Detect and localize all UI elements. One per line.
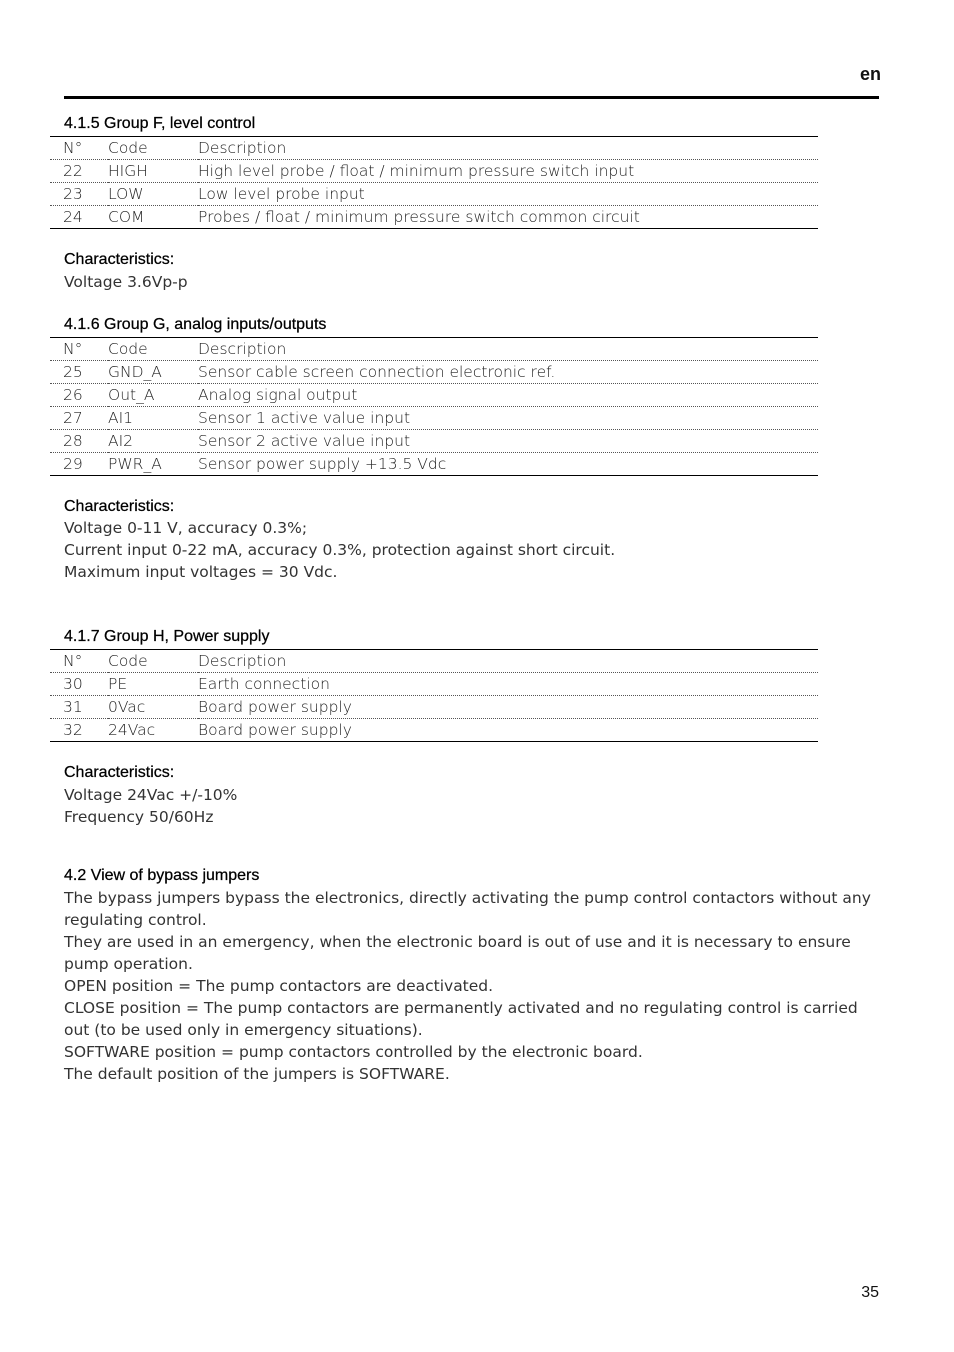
paragraph: The default position of the jumpers is SOFTWARE. bbox=[64, 1065, 450, 1083]
pin-description: Board power supply bbox=[198, 719, 818, 742]
pin-description: High level probe / float / minimum pressure switch input bbox=[198, 160, 818, 183]
pin-description: Probes / float / minimum pressure switch common circuit bbox=[198, 206, 818, 229]
header-rule bbox=[64, 96, 879, 99]
pin-number: 23 bbox=[50, 183, 108, 206]
pin-code: LOW bbox=[108, 183, 198, 206]
pin-description: Sensor 1 active value input bbox=[198, 407, 818, 430]
table-row bbox=[50, 719, 818, 742]
pin-number: 27 bbox=[50, 407, 108, 430]
table-header-row bbox=[50, 338, 818, 361]
paragraph: OPEN position = The pump contactors are deactivated. bbox=[64, 977, 494, 995]
table-group-g bbox=[50, 337, 818, 476]
pin-code: AI2 bbox=[108, 430, 198, 453]
col-header-num: N° bbox=[50, 137, 108, 160]
pin-code: 0Vac bbox=[108, 696, 198, 719]
pin-code: AI1 bbox=[108, 407, 198, 430]
pin-number: 28 bbox=[50, 430, 108, 453]
pin-description: Earth connection bbox=[198, 673, 818, 696]
pin-code: Out_A bbox=[108, 384, 198, 407]
section-title-bypass: 4.2 View of bypass jumpers bbox=[64, 867, 260, 884]
pin-number: 32 bbox=[50, 719, 108, 742]
pin-code: PWR_A bbox=[108, 453, 198, 476]
table-header-row bbox=[50, 650, 818, 673]
pin-description: Sensor 2 active value input bbox=[198, 430, 818, 453]
characteristics-group-f bbox=[64, 271, 874, 293]
col-header-desc: Description bbox=[198, 338, 818, 361]
table-row bbox=[50, 206, 818, 229]
language-code: en bbox=[859, 64, 881, 84]
table-group-h bbox=[50, 649, 818, 742]
characteristic-line: Current input 0-22 mA, accuracy 0.3%, protection against short circuit. bbox=[64, 541, 616, 559]
pin-description: Sensor cable screen connection electronic ref. bbox=[198, 361, 818, 384]
paragraph: CLOSE position = The pump contactors are permanently activated and no regulating control is carried out (to be used only in emergency situations). bbox=[64, 999, 858, 1039]
col-header-num: N° bbox=[50, 650, 108, 673]
table-header-row bbox=[50, 137, 818, 160]
table-row bbox=[50, 183, 818, 206]
paragraph: The bypass jumpers bypass the electronics, directly activating the pump control contactors without any regulating control. bbox=[64, 889, 871, 929]
characteristics-group-h bbox=[64, 784, 874, 828]
paragraph: They are used in an emergency, when the electronic board is out of use and it is necessary to ensure pump operation. bbox=[64, 933, 851, 973]
characteristics-group-g bbox=[64, 517, 874, 583]
pin-code: COM bbox=[108, 206, 198, 229]
table-row bbox=[50, 160, 818, 183]
col-header-desc: Description bbox=[198, 137, 818, 160]
col-header-code: Code bbox=[108, 137, 198, 160]
pin-description: Analog signal output bbox=[198, 384, 818, 407]
characteristics-title-group-g: Characteristics: bbox=[64, 498, 175, 515]
table-row bbox=[50, 696, 818, 719]
pin-description: Low level probe input bbox=[198, 183, 818, 206]
characteristics-title-group-h: Characteristics: bbox=[64, 764, 175, 781]
col-header-code: Code bbox=[108, 650, 198, 673]
pin-number: 25 bbox=[50, 361, 108, 384]
characteristic-line: Maximum input voltages = 30 Vdc. bbox=[64, 563, 338, 581]
table-row bbox=[50, 453, 818, 476]
col-header-code: Code bbox=[108, 338, 198, 361]
characteristic-line: Voltage 0-11 V, accuracy 0.3%; bbox=[64, 519, 308, 537]
table-row bbox=[50, 361, 818, 384]
pin-code: 24Vac bbox=[108, 719, 198, 742]
col-header-num: N° bbox=[50, 338, 108, 361]
col-header-desc: Description bbox=[198, 650, 818, 673]
bypass-body bbox=[64, 887, 874, 1085]
pin-code: GND_A bbox=[108, 361, 198, 384]
pin-code: HIGH bbox=[108, 160, 198, 183]
pin-number: 30 bbox=[50, 673, 108, 696]
pin-description: Sensor power supply +13.5 Vdc bbox=[198, 453, 818, 476]
characteristics-title-group-f: Characteristics: bbox=[64, 251, 175, 268]
page-number: 35 bbox=[861, 1284, 879, 1301]
pin-number: 26 bbox=[50, 384, 108, 407]
pin-number: 31 bbox=[50, 696, 108, 719]
pin-number: 24 bbox=[50, 206, 108, 229]
pin-number: 29 bbox=[50, 453, 108, 476]
table-row bbox=[50, 673, 818, 696]
section-title-group-h: 4.1.7 Group H, Power supply bbox=[64, 628, 270, 645]
pin-number: 22 bbox=[50, 160, 108, 183]
table-row bbox=[50, 407, 818, 430]
table-row bbox=[50, 430, 818, 453]
section-title-group-g: 4.1.6 Group G, analog inputs/outputs bbox=[64, 316, 327, 333]
pin-description: Board power supply bbox=[198, 696, 818, 719]
section-title-group-f: 4.1.5 Group F, level control bbox=[64, 115, 256, 132]
pin-code: PE bbox=[108, 673, 198, 696]
table-group-f bbox=[50, 136, 818, 229]
paragraph: SOFTWARE position = pump contactors controlled by the electronic board. bbox=[64, 1043, 643, 1061]
table-row bbox=[50, 384, 818, 407]
characteristic-line: Voltage 24Vac +/-10% bbox=[64, 786, 238, 804]
characteristic-line: Voltage 3.6Vp-p bbox=[64, 273, 188, 291]
characteristic-line: Frequency 50/60Hz bbox=[64, 808, 214, 826]
